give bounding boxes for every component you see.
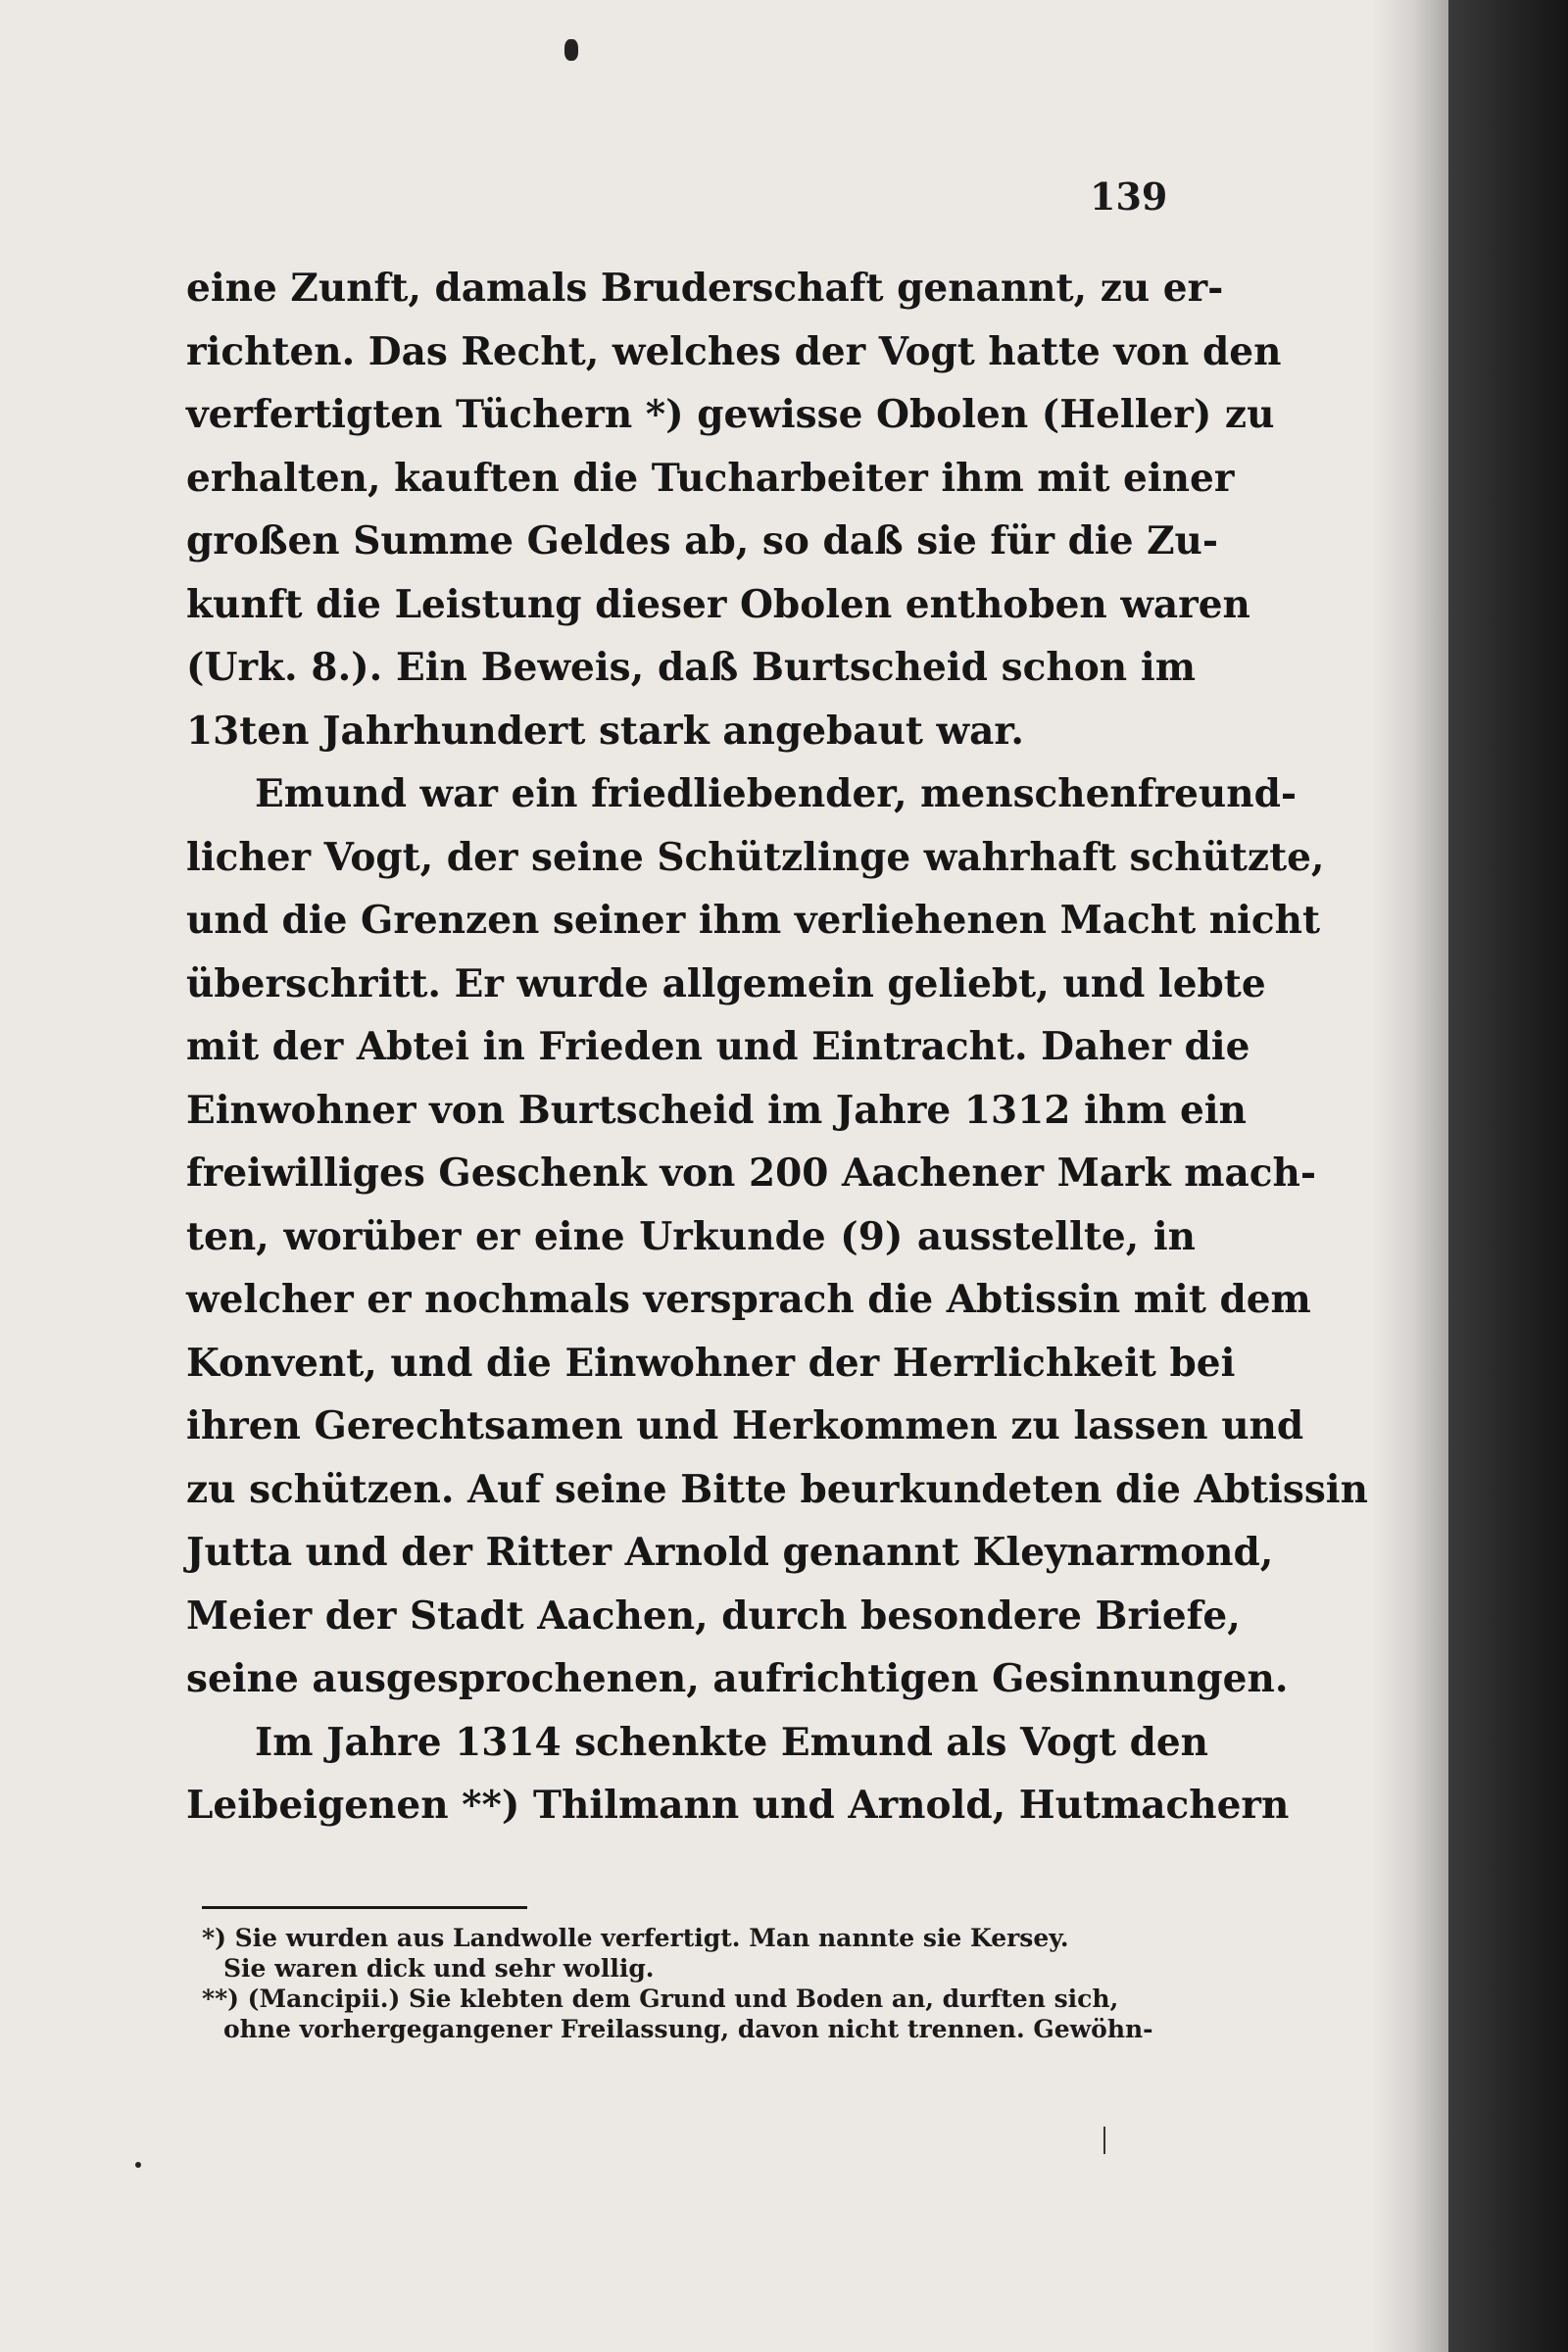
text-line: (Urk. 8.). Ein Beweis, daß Burtscheid schon im: [186, 645, 1196, 690]
text-line: ten, worüber er eine Urkunde (9) ausstellte, in: [186, 1213, 1196, 1259]
text-line: Emund war ein friedliebender, menschenfreund-: [255, 771, 1298, 816]
text-line: welcher er nochmals versprach die Abtissin mit dem: [186, 1277, 1311, 1322]
footnote-divider: [202, 1906, 527, 1909]
body-text: [186, 257, 1368, 1838]
text-line: großen Summe Geldes ab, so daß sie für die Zu-: [186, 518, 1219, 564]
ink-speck: [1103, 2127, 1105, 2154]
binding-shadow: [1372, 0, 1448, 2352]
text-line: überschritt. Er wurde allgemein geliebt, und lebte: [186, 960, 1266, 1006]
text-line: zu schützen. Auf seine Bitte beurkundeten die Abtissin: [186, 1466, 1368, 1512]
text-line: seine ausgesprochenen, aufrichtigen Gesinnungen.: [186, 1656, 1289, 1701]
text-line: Einwohner von Burtscheid im Jahre 1312 ihm ein: [186, 1087, 1247, 1133]
text-line: richten. Das Recht, welches der Vogt hatte von den: [186, 328, 1282, 374]
footnote-line: **) (Mancipii.) Sie klebten dem Grund und Boden an, durften sich,: [202, 1984, 1119, 2013]
footnote-line: *) Sie wurden aus Landwolle verfertigt. Man nannte sie Kersey.: [202, 1924, 1069, 1952]
text-line: 13ten Jahrhundert stark angebaut war.: [186, 708, 1024, 754]
ink-speck: [135, 2162, 141, 2168]
text-line: Im Jahre 1314 schenkte Emund als Vogt den: [255, 1719, 1209, 1765]
text-line: verfertigten Tüchern *) gewisse Obolen (Heller) zu: [186, 392, 1275, 437]
text-line: licher Vogt, der seine Schützlinge wahrhaft schützte,: [186, 834, 1325, 880]
footnotes: [202, 1923, 1192, 2044]
text-line: Konvent, und die Einwohner der Herrlichkeit bei: [186, 1340, 1236, 1386]
footnote-line: ohne vorhergegangener Freilassung, davon nicht trennen. Gewöhn-: [223, 2015, 1153, 2043]
text-line: und die Grenzen seiner ihm verliehenen Macht nicht: [186, 898, 1320, 943]
text-line: mit der Abtei in Frieden und Eintracht. Daher die: [186, 1024, 1250, 1069]
text-line: eine Zunft, damals Bruderschaft genannt, zu er-: [186, 266, 1224, 311]
text-line: Jutta und der Ritter Arnold genannt Kleynarmond,: [186, 1530, 1274, 1575]
scan-edge: [1448, 0, 1568, 2352]
text-line: Meier der Stadt Aachen, durch besondere Briefe,: [186, 1592, 1241, 1639]
text-line: Leibeigenen **) Thilmann und Arnold, Hutmachern: [186, 1783, 1290, 1828]
footnote-line: Sie waren dick und sehr wollig.: [223, 1954, 655, 1983]
text-line: ihren Gerechtsamen und Herkommen zu lassen und: [186, 1403, 1304, 1448]
ink-speck: [564, 39, 578, 61]
text-line: freiwilliges Geschenk von 200 Aachener Mark mach-: [186, 1151, 1317, 1196]
page-number: 139: [1090, 174, 1168, 219]
text-line: kunft die Leistung dieser Obolen enthoben waren: [186, 581, 1250, 627]
text-line: erhalten, kauften die Tucharbeiter ihm mit einer: [186, 455, 1235, 501]
